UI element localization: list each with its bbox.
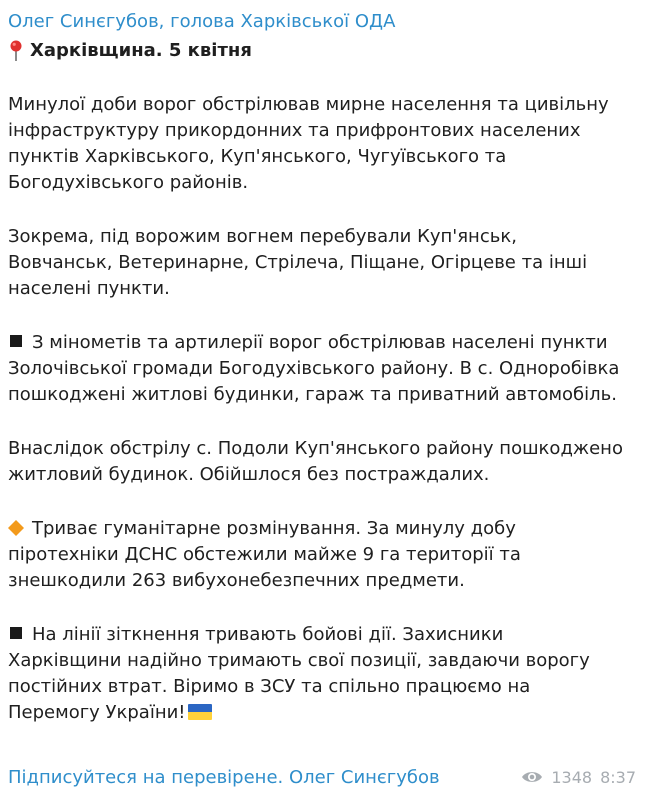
subscribe-link[interactable]: Підписуйтеся на перевірене. Олег Синєгубов: [8, 766, 440, 788]
message-footer: [8, 762, 636, 792]
post-paragraph-5: [8, 516, 633, 594]
eye-icon: [521, 769, 543, 785]
views-count: 1348: [551, 767, 593, 787]
headline-text: Харківщина. 5 квітня: [30, 40, 252, 61]
post-paragraph-3: [8, 330, 633, 408]
black-medium-square-icon: [10, 335, 22, 347]
post-paragraph-4: Внаслідок обстрілу с. Подоли Куп'янського району пошкоджено житловий будинок. Обійшлося без постраждалих.: [8, 438, 623, 485]
paragraph-3-text: З мінометів та артилерії ворог обстрілював населені пункти Золочівської громади Богодухівського району. В с. Одноробівка пошкоджені житлові будинки, гараж та приватний автомобіль.: [8, 332, 620, 405]
black-medium-square-icon: [10, 627, 22, 639]
message-meta: [521, 768, 636, 787]
post-paragraph-6: [8, 622, 633, 726]
paragraph-5-text: Триває гуманітарне розмінування. За минулу добу піротехніки ДСНС обстежили майже 9 га території та знешкодили 263 вибухонебезпечних предмети.: [8, 518, 521, 591]
post-paragraph-1: Минулої доби ворог обстрілював мирне населення та цивільну інфраструктуру прикордонних та прифронтових населених пунктів Харківського, Куп'янського, Чугуївського та Богодухівського районів.: [8, 94, 609, 193]
channel-name-link[interactable]: Олег Синєгубов, голова Харківської ОДА: [8, 11, 396, 32]
orange-diamond-icon: [8, 520, 24, 536]
post-headline: [8, 38, 646, 64]
ukraine-flag-icon: [188, 704, 212, 720]
paragraph-6-text: На лінії зіткнення тривають бойові дії. Захисники Харківщини надійно тримають свої позиції, завдаючи ворогу постійних втрат. Віримо в ЗСУ та спільно працюємо на Перемогу України!: [8, 624, 590, 723]
round-pushpin-icon: [8, 40, 24, 62]
message-time: 8:37: [600, 767, 636, 787]
post-paragraph-2: Зокрема, під ворожим вогнем перебували Куп'янськ, Вовчанськ, Ветеринарне, Стрілеча, Піщане, Огірцеве та інші населені пункти.: [8, 226, 588, 299]
